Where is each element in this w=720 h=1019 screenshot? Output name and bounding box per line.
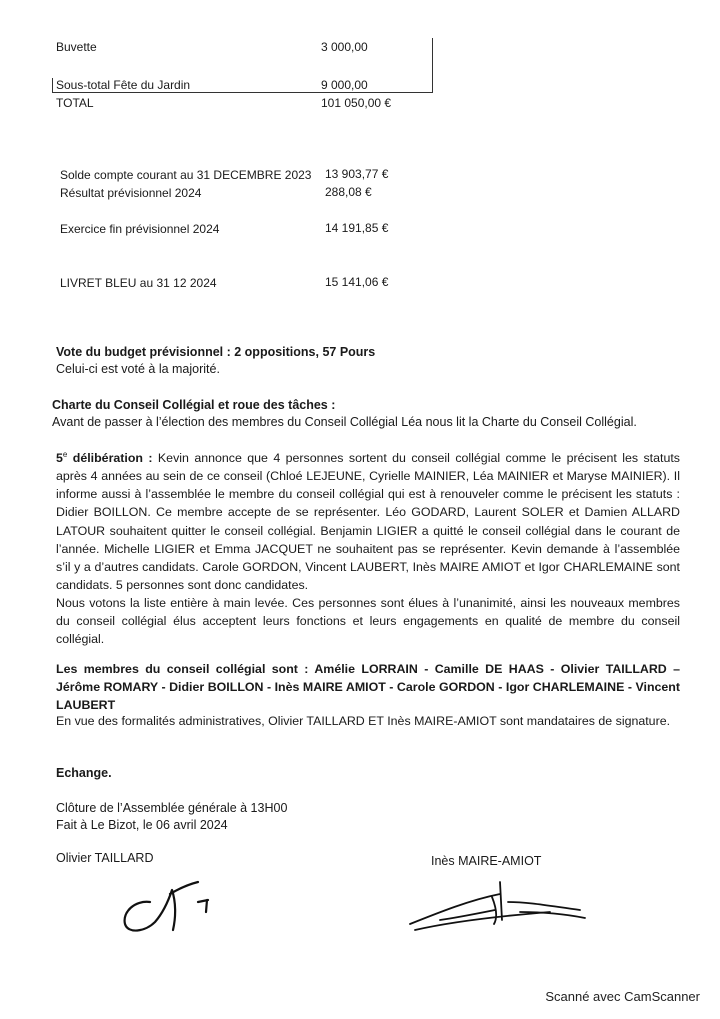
camscanner-watermark: Scanné avec CamScanner [545, 989, 700, 1004]
deliberation-title: délibération : [67, 451, 153, 466]
livret-value: 15 141,06 € [325, 275, 389, 289]
cloture-line2: Fait à Le Bizot, le 06 avril 2024 [56, 818, 228, 832]
solde-label: Solde compte courant au 31 DECEMBRE 2023 [60, 168, 312, 182]
deliberation-paragraph [56, 446, 680, 648]
exercice-value: 14 191,85 € [325, 221, 389, 235]
table-bottom-border [52, 92, 433, 93]
livret-label: LIVRET BLEU au 31 12 2024 [60, 276, 217, 290]
resultat-label: Résultat prévisionnel 2024 [60, 186, 202, 200]
deliberation-vote-text: Nous votons la liste entière à main levée. Ces personnes sont élues à l’unanimité, ainsi les nouveaux membres du conseil collégial élus acceptent leurs fonctions et leurs engagements en qualité de membre du conseil collégial. [56, 595, 680, 647]
deliberation-number: 5 [56, 451, 63, 466]
signature-right [400, 872, 600, 942]
subtotal-label: Sous-total Fête du Jardin [56, 78, 191, 92]
subtotal-value: 9 000,00 [321, 78, 368, 92]
solde-value: 13 903,77 € [325, 167, 389, 181]
charte-text: Avant de passer à l’élection des membres du Conseil Collégial Léa nous lit la Charte du Conseil Collégial. [52, 415, 637, 429]
members-paragraph: Les membres du conseil collégial sont : Amélie LORRAIN - Camille DE HAAS - Olivier TAILLARD – Jérôme ROMARY - Didier BOILLON - Inès MAIRE AMIOT - Carole GORDON - Igor CHARLEMAINE - Vincent LAUBERT [56, 662, 680, 713]
exercice-label: Exercice fin prévisionnel 2024 [60, 222, 220, 236]
total-label: TOTAL [56, 96, 94, 110]
table-right-border [432, 38, 433, 92]
buvette-value: 3 000,00 [321, 40, 368, 54]
mandataires-paragraph: En vue des formalités administratives, Olivier TAILLARD ET Inès MAIRE-AMIOT sont mandataires de signature. [56, 714, 671, 728]
signature-left [110, 872, 220, 942]
table-left-border [52, 78, 53, 92]
echange-title: Echange. [56, 766, 112, 780]
charte-title: Charte du Conseil Collégial et roue des tâches : [52, 398, 336, 412]
buvette-label: Buvette [56, 40, 97, 54]
total-value: 101 050,00 € [321, 96, 392, 110]
cloture-line1: Clôture de l’Assemblée générale à 13H00 [56, 801, 288, 815]
signatory-right-name: Inès MAIRE-AMIOT [431, 854, 542, 868]
vote-title: Vote du budget prévisionnel : 2 oppositions, 57 Pours [56, 345, 376, 359]
vote-result: Celui-ci est voté à la majorité. [56, 362, 220, 376]
deliberation-text: Kevin annonce que 4 personnes sortent du conseil collégial comme le précisent les statuts après 4 années au sein de ce conseil (Chloé LEJEUNE, Cyrielle MAINIER, Léa MAINIER et Maryse MAINIER). Il informe aussi à l’assemblée le membre du conseil collégial qui est à renouveler comme le précisent les statuts : Didier BOILLON. Ce membre accepte de se représenter. Léo GODARD, Laurent SOLER et Damien ALLARD LATOUR souhaitent quitter le conseil collégial. Benjamin LIGIER a quitté le conseil collégial dans le courant de l’année. Michelle LIGIER et Emma JACQUET ne souhaitent pas se représenter. Kevin demande à l’assemblée s’il y a d’autres candidats. Carole GORDON, Vincent LAUBERT, Inès MAIRE AMIOT et Igor CHARLEMAINE sont candidats. 5 personnes sont donc candidates. [56, 451, 680, 592]
deliberation-sup: e [62, 450, 68, 459]
signatory-left-name: Olivier TAILLARD [56, 851, 154, 865]
resultat-value: 288,08 € [325, 185, 372, 199]
